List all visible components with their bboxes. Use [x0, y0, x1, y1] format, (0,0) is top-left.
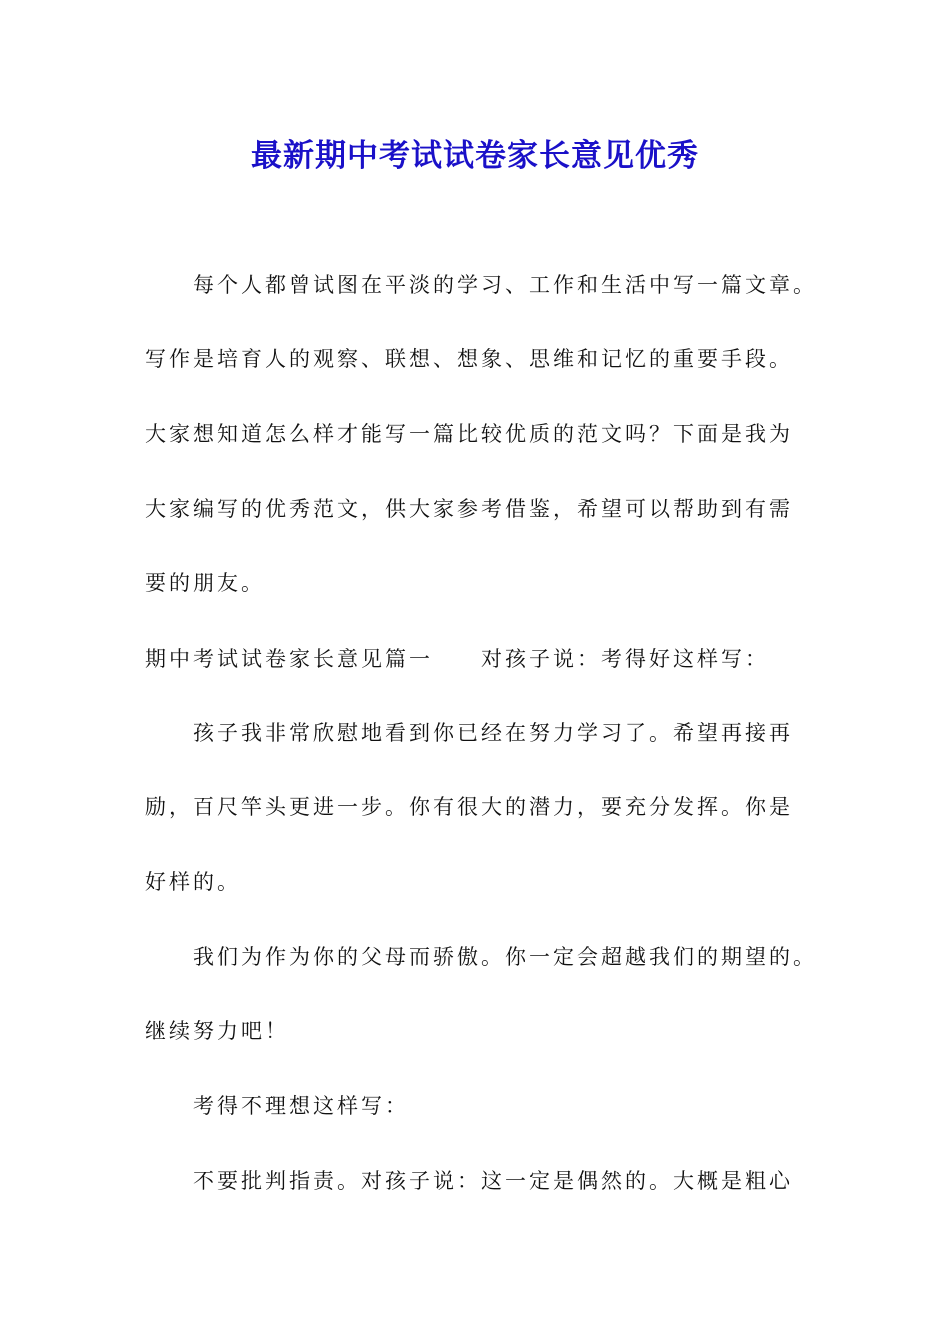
paragraph-line: 好样的。 — [145, 870, 241, 894]
paragraph-line: 大家编写的优秀范文，供大家参考借鉴，希望可以帮助到有需 — [145, 497, 793, 521]
paragraph-line: 每个人都曾试图在平淡的学习、工作和生活中写一篇文章。 — [193, 273, 817, 297]
section-heading-line: 期中考试试卷家长意见篇一 对孩子说：考得好这样写： — [145, 647, 769, 671]
paragraph-line: 不要批判指责。对孩子说：这一定是偶然的。大概是粗心 — [193, 1169, 793, 1193]
paragraph-line: 我们为作为你的父母而骄傲。你一定会超越我们的期望的。 — [193, 945, 817, 969]
paragraph-line: 考得不理想这样写： — [193, 1094, 409, 1118]
paragraph-line: 继续努力吧！ — [145, 1019, 289, 1043]
paragraph-line: 孩子我非常欣慰地看到你已经在努力学习了。希望再接再 — [193, 721, 793, 745]
paragraph-line: 励，百尺竿头更进一步。你有很大的潜力，要充分发挥。你是 — [145, 795, 793, 819]
paragraph-line: 要的朋友。 — [145, 571, 265, 595]
paragraph-line: 写作是培育人的观察、联想、想象、思维和记忆的重要手段。 — [145, 347, 793, 371]
document-title: 最新期中考试试卷家长意见优秀 — [251, 138, 699, 174]
paragraph-line: 大家想知道怎么样才能写一篇比较优质的范文吗？下面是我为 — [145, 422, 793, 446]
